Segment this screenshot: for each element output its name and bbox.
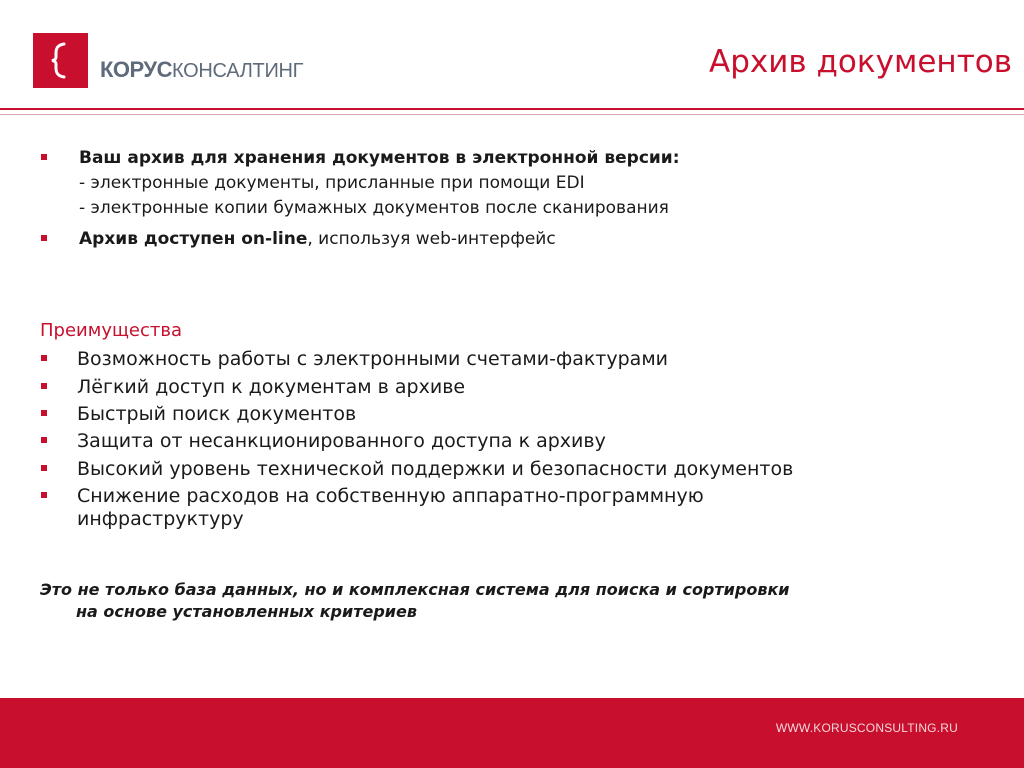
bullet-marker <box>41 383 47 389</box>
advantage-item: Высокий уровень технической поддержки и безопасности документов <box>77 458 794 480</box>
advantage-item: Возможность работы с электронными счетами-фактурами <box>77 348 669 370</box>
intro-item-2-rest: , используя web-интерфейс <box>307 229 556 249</box>
intro-item-1-lead: Ваш архив для хранения документов в электронной версии: <box>79 148 680 168</box>
closing-line-1: Это не только база данных, но и комплексная система для поиска и сортировки <box>40 580 790 599</box>
logo-brand: КОРУС <box>100 57 172 82</box>
advantages-heading: Преимущества <box>40 320 183 341</box>
company-logo-text <box>100 58 303 83</box>
bullet-marker <box>41 492 47 498</box>
bullet-marker <box>41 235 47 241</box>
closing-statement <box>40 579 790 623</box>
advantage-item: Быстрый поиск документов <box>77 403 357 425</box>
advantage-item: Снижение расходов на собственную аппаратно-программную <box>77 485 704 507</box>
advantage-item: Защита от несанкционированного доступа к архиву <box>77 430 606 452</box>
bullet-marker <box>41 154 47 160</box>
advantage-item-continuation: инфраструктуру <box>77 508 244 530</box>
intro-item-2-bold: Архив доступен on-line <box>79 229 308 249</box>
intro-item-2 <box>79 227 556 251</box>
header-divider <box>0 108 1024 110</box>
logo-mark <box>33 33 88 88</box>
bullet-marker <box>41 437 47 443</box>
intro-item-1-sub-2: - электронные копии бумажных документов после сканирования <box>79 198 669 218</box>
logo-suffix: КОНСАЛТИНГ <box>172 60 304 82</box>
advantage-item: Лёгкий доступ к документам в архиве <box>77 376 466 398</box>
footer-bar <box>0 698 1024 768</box>
footer-website-url: WWW.KORUSCONSULTING.RU <box>775 721 958 735</box>
brace-icon <box>33 33 88 88</box>
header-divider-secondary <box>0 114 1024 115</box>
closing-line-2: на основе установленных критериев <box>76 602 417 621</box>
bullet-marker <box>41 355 47 361</box>
intro-item-1-sub-1: - электронные документы, присланные при помощи EDI <box>79 173 585 193</box>
page-title: Архив документов <box>709 44 1012 80</box>
bullet-marker <box>41 410 47 416</box>
bullet-marker <box>41 465 47 471</box>
